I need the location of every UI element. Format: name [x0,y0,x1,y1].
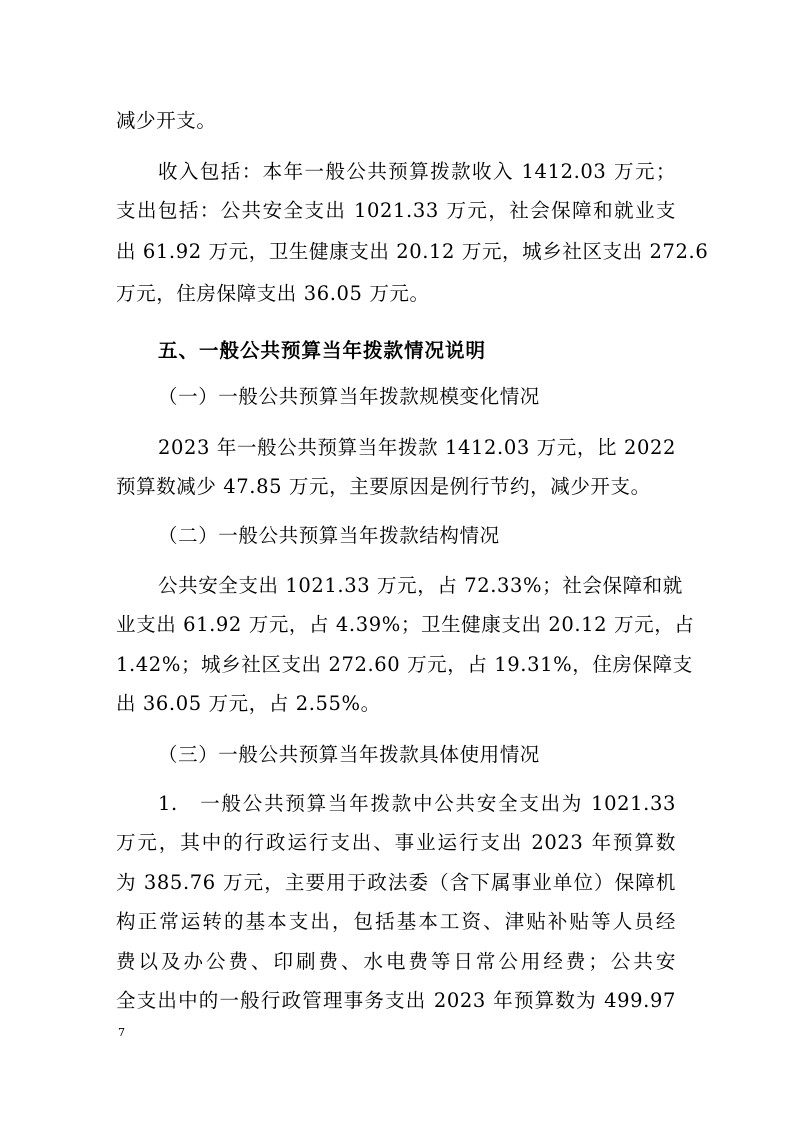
body-text-line: 减少开支。 [116,109,217,132]
body-text-line: 1.42%；城乡社区支出 272.60 万元，占 19.31%，住房保障支 [116,653,693,676]
body-text-line: 1. 一般公共预算当年拨款中公共安全支出为 1021.33 [158,792,676,815]
page-number: 7 [118,1026,125,1039]
body-text-line: 业支出 61.92 万元，占 4.39%；卫生健康支出 20.12 万元，占 [116,613,695,636]
subsection-heading: （三）一般公共预算当年拨款具体使用情况 [158,743,540,766]
body-text-line: 收入包括：本年一般公共预算拨款收入 1412.03 万元； [158,160,676,183]
body-text-line: 为 385.76 万元，主要用于政法委（含下属事业单位）保障机 [116,871,676,894]
body-text-line: 费以及办公费、印刷费、水电费等日常公用经费；公共安 [116,950,676,973]
body-text-line: 构正常运转的基本支出，包括基本工资、津贴补贴等人员经 [116,910,676,933]
body-text-line: 万元，其中的行政运行支出、事业运行支出 2023 年预算数 [116,831,676,854]
body-text-line: 2023 年一般公共预算当年拨款 1412.03 万元，比 2022 [158,436,676,459]
body-text-line: 出 36.05 万元，占 2.55%。 [116,692,381,715]
body-text-line: 公共安全支出 1021.33 万元，占 72.33%；社会保障和就 [158,574,683,597]
section-heading: 五、一般公共预算当年拨款情况说明 [158,339,487,362]
body-text-line: 支出包括：公共安全支出 1021.33 万元，社会保障和就业支 [116,199,676,222]
body-text-line: 全支出中的一般行政管理事务支出 2023 年预算数为 499.97 [116,989,676,1012]
body-text-line: 出 61.92 万元，卫生健康支出 20.12 万元，城乡社区支出 272.6 [116,240,709,263]
subsection-heading: （一）一般公共预算当年拨款规模变化情况 [158,385,540,408]
subsection-heading: （二）一般公共预算当年拨款结构情况 [158,524,500,547]
body-text-line: 万元，住房保障支出 36.05 万元。 [116,282,430,305]
body-text-line: 预算数减少 47.85 万元，主要原因是例行节约，减少开支。 [116,475,651,498]
